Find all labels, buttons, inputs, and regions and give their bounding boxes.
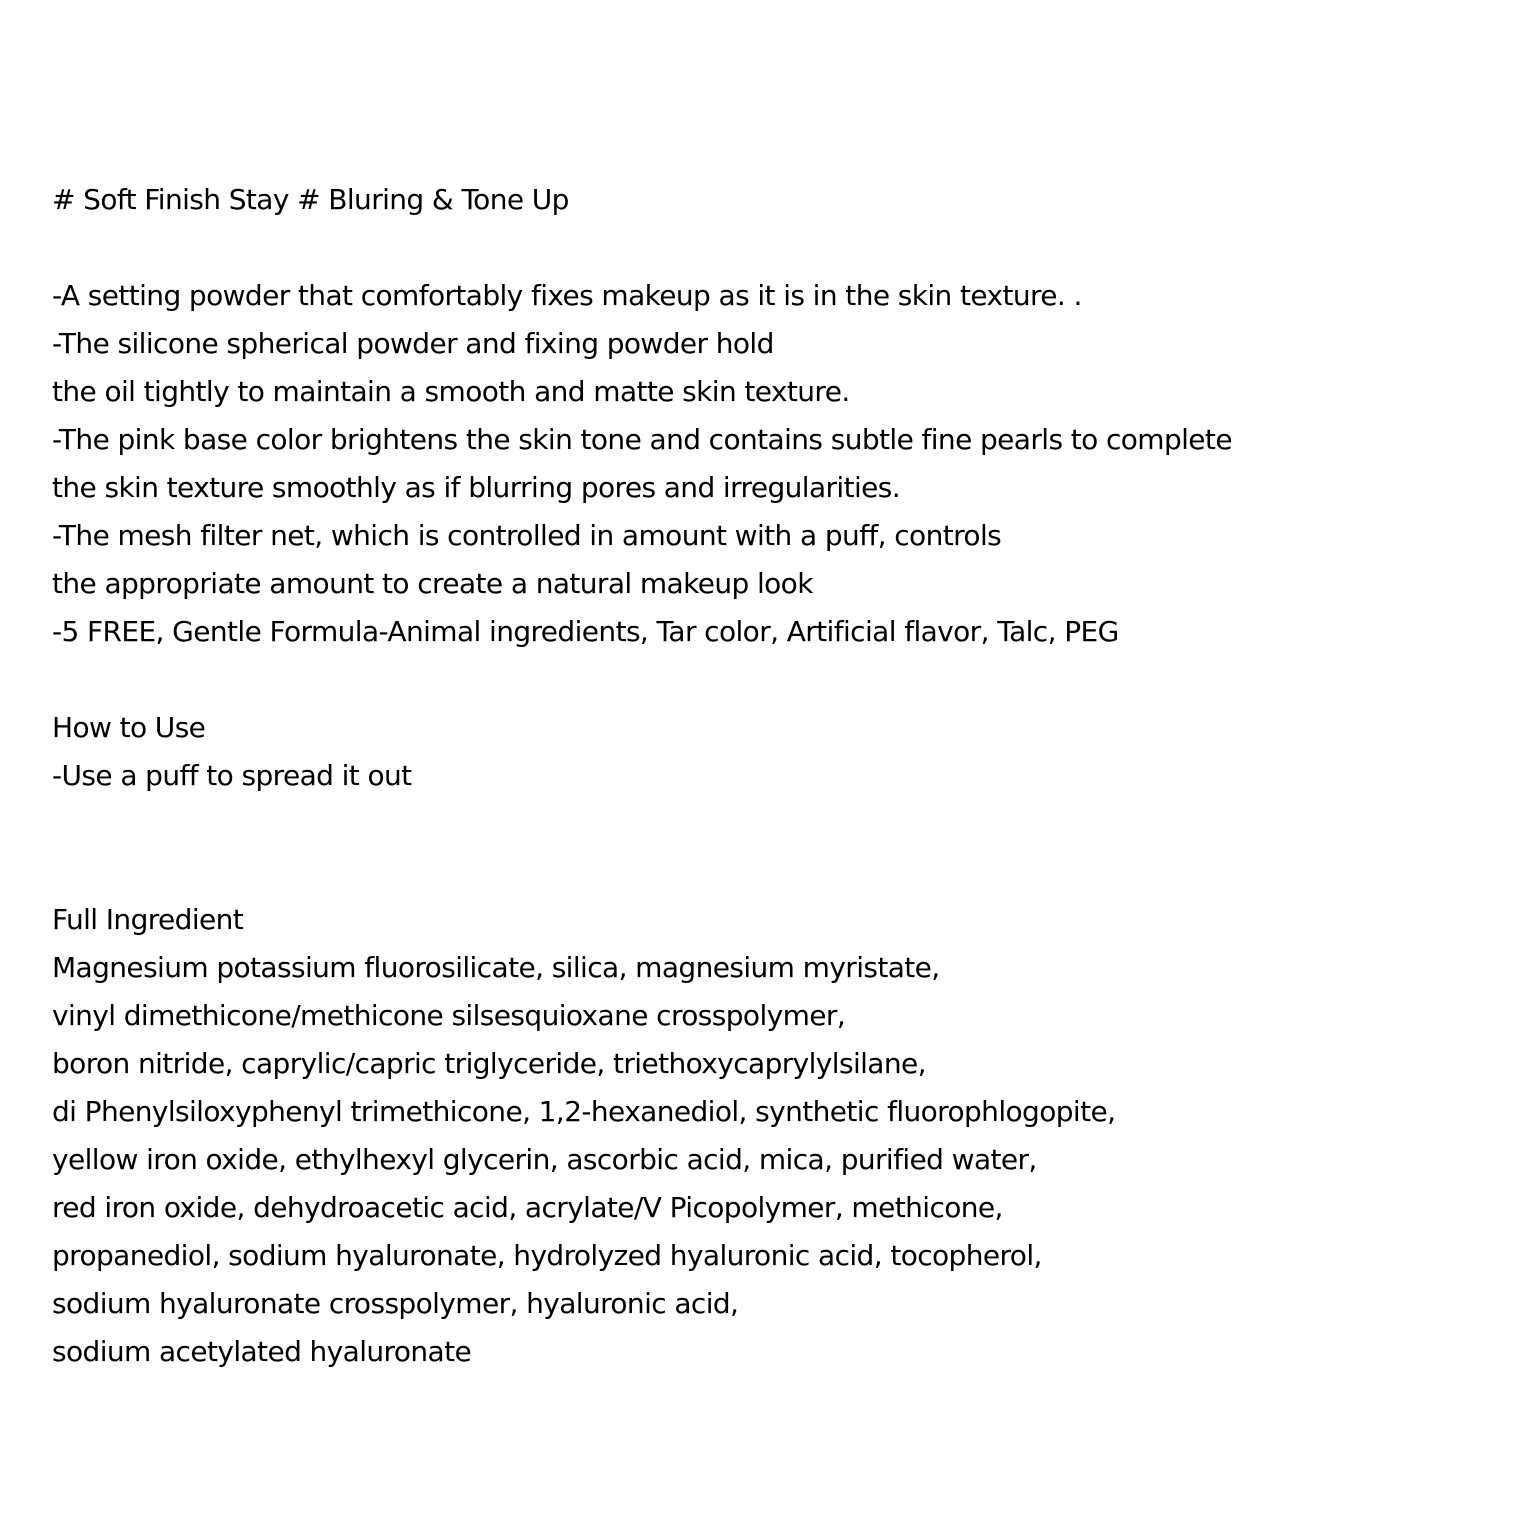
feature-line: the skin texture smoothly as if blurring pores and irregularities.: [52, 471, 901, 504]
feature-line: the oil tightly to maintain a smooth and matte skin texture.: [52, 375, 850, 408]
feature-line: -The silicone spherical powder and fixing powder hold: [52, 327, 774, 360]
feature-line: -5 FREE, Gentle Formula-Animal ingredients, Tar color, Artificial flavor, Talc, PEG: [52, 615, 1119, 648]
how-to-use-section: [52, 704, 1492, 800]
tagline: # Soft Finish Stay # Bluring & Tone Up: [52, 183, 569, 216]
how-to-use-step: -Use a puff to spread it out: [52, 759, 412, 792]
feature-line: -A setting powder that comfortably fixes makeup as it is in the skin texture. .: [52, 279, 1082, 312]
ingredients-line: yellow iron oxide, ethylhexyl glycerin, ascorbic acid, mica, purified water,: [52, 1143, 1037, 1176]
ingredients-line: sodium acetylated hyaluronate: [52, 1335, 472, 1368]
feature-line: the appropriate amount to create a natural makeup look: [52, 567, 813, 600]
ingredients-line: vinyl dimethicone/methicone silsesquioxane crosspolymer,: [52, 999, 846, 1032]
ingredients-section: [52, 896, 1492, 1376]
ingredients-line: di Phenylsiloxyphenyl trimethicone, 1,2-hexanediol, synthetic fluorophlogopite,: [52, 1095, 1116, 1128]
spacer: [52, 656, 1492, 704]
ingredients-line: boron nitride, caprylic/capric triglyceride, triethoxycaprylylsilane,: [52, 1047, 926, 1080]
ingredients-line: red iron oxide, dehydroacetic acid, acrylate/V Picopolymer, methicone,: [52, 1191, 1003, 1224]
ingredients-line: Magnesium potassium fluorosilicate, silica, magnesium myristate,: [52, 951, 940, 984]
ingredients-heading: Full Ingredient: [52, 903, 244, 936]
product-description: [52, 176, 1492, 1376]
feature-line: -The pink base color brightens the skin tone and contains subtle fine pearls to complete: [52, 423, 1232, 456]
feature-list: [52, 272, 1492, 656]
spacer: [52, 800, 1492, 896]
spacer: [52, 224, 1492, 272]
feature-line: -The mesh filter net, which is controlled in amount with a puff, controls: [52, 519, 1002, 552]
ingredients-line: sodium hyaluronate crosspolymer, hyaluronic acid,: [52, 1287, 739, 1320]
ingredients-line: propanediol, sodium hyaluronate, hydrolyzed hyaluronic acid, tocopherol,: [52, 1239, 1042, 1272]
how-to-use-heading: How to Use: [52, 711, 206, 744]
